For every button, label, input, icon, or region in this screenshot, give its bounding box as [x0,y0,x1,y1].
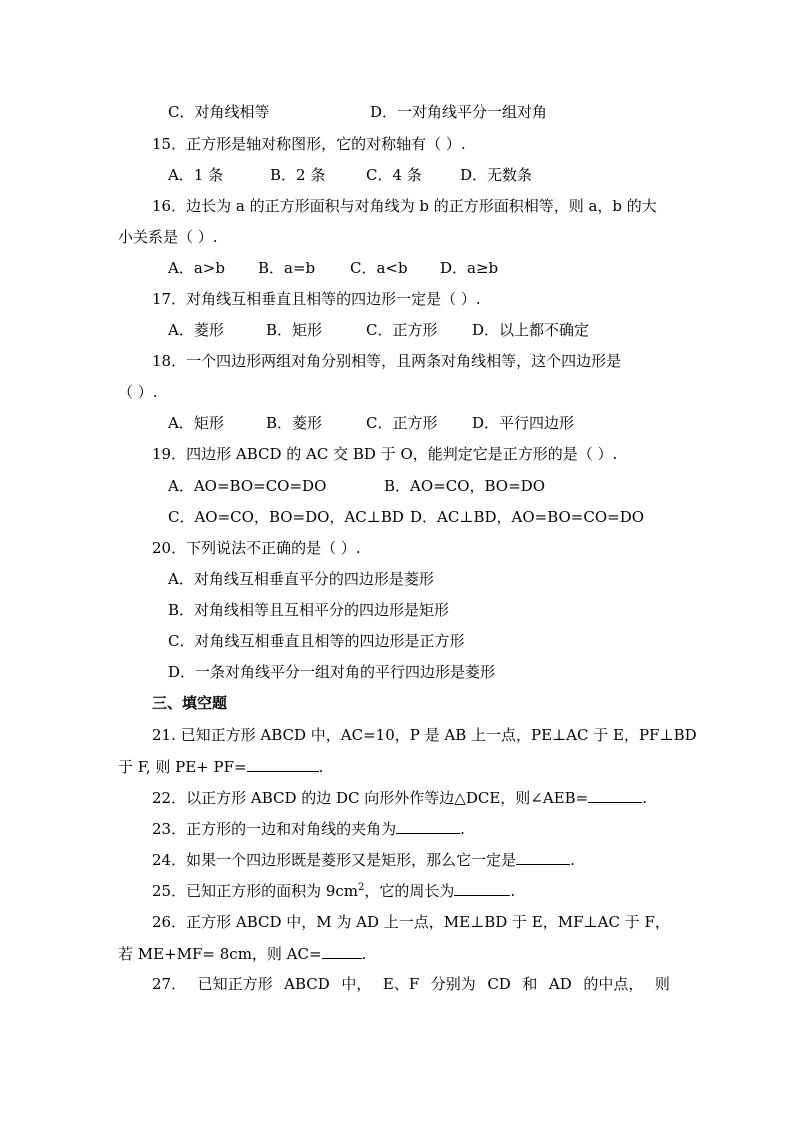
q19-stem: 19．四边形 ABCD 的 AC 交 BD 于 O，能判定它是正方形的是（ ）. [152,445,618,463]
q16-option-c: C．a<b [350,259,408,277]
q18-option-a: A．矩形 [168,414,224,432]
q21-line2 [118,756,323,777]
q18-option-d: D．平行四边形 [472,414,575,432]
q20-option-a: A．对角线互相垂直平分的四边形是菱形 [168,570,434,588]
q25-superscript: 2 [358,882,365,893]
q19-option-b: B．AO=CO，BO=DO [384,477,545,495]
q14-option-c: C．对角线相等 [168,103,270,121]
q18-stem-line2: （ ）. [118,383,158,401]
q22-end: . [642,789,648,807]
q27-word: 已知正方形 [197,975,273,993]
q16-option-a: A．a>b [168,259,225,277]
q27-word: 中， [341,975,372,993]
q27-word: 和 [522,975,538,993]
q27-word: ABCD [284,975,330,993]
q15-option-a: A．1 条 [168,166,224,184]
q17-option-b: B．矩形 [266,321,323,339]
q14-option-d: D．一对角线平分一组对角 [370,103,548,121]
q27-word: CD [487,975,511,993]
q18-stem-line1: 18．一个四边形两组对角分别相等，且两条对角线相等，这个四边形是 [152,352,622,370]
q26-line2-end: . [361,945,367,963]
q20-option-d: D．一条对角线平分一组对角的平行四边形是菱形 [168,663,496,681]
q27-word: AD [548,975,572,993]
q23-text: 23．正方形的一边和对角线的夹角为 [152,820,397,838]
q17-option-d: D．以上都不确定 [472,321,590,339]
q20-option-b: B．对角线相等且互相平分的四边形是矩形 [168,601,450,619]
q17-option-a: A．菱形 [168,321,224,339]
q22-answer-blank[interactable] [588,787,642,803]
q15-option-d: D．无数条 [460,166,533,184]
q15-option-c: C．4 条 [366,166,422,184]
section-heading-fill-in: 三、填空题 [152,694,228,712]
q18-option-c: C．正方形 [366,414,438,432]
q20-option-c: C．对角线互相垂直且相等的四边形是正方形 [168,632,465,650]
q16-option-d: D．a≥b [440,259,499,277]
q20-stem: 20．下列说法不正确的是（ ）. [152,539,361,557]
q21-line2-end: . [318,758,324,776]
q19-option-d: D．AC⊥BD，AO=BO=CO=DO [410,508,645,526]
q15-option-b: B．2 条 [270,166,326,184]
q19-option-c: C．AO=CO，BO=DO，AC⊥BD [168,508,404,526]
q16-stem-line2: 小关系是（ ）. [118,228,218,246]
q25-text: 25．已知正方形的面积为 9cm [152,882,359,900]
q17-stem: 17．对角线互相垂直且相等的四边形一定是（ ）. [152,290,481,308]
q21-line2-text: 于 F, 则 PE+ PF= [118,758,247,776]
q25 [152,880,515,901]
q25-text-mid: ，它的周长为 [364,882,455,900]
q22-text: 22．以正方形 ABCD 的边 DC 向形外作等边△DCE，则∠AEB= [152,789,589,807]
q16-stem-line1: 16．边长为 a 的正方形面积与对角线为 b 的正方形面积相等，则 a，b 的大 [152,197,657,215]
q27-word: 分别为 [430,975,476,993]
q19-option-a: A．AO=BO=CO=DO [168,477,327,495]
q25-answer-blank[interactable] [454,880,510,896]
q27-word: E、F [382,975,420,993]
q21-line1: 21. 已知正方形 ABCD 中，AC=10，P 是 AB 上一点，PE⊥AC 于 E，PF⊥BD [152,726,697,744]
q24-answer-blank[interactable] [516,849,570,865]
q27-word: 27． [152,975,187,993]
q25-end: . [510,882,516,900]
q22 [152,787,647,808]
q27-line1 [152,974,670,994]
q27-word: 则 [654,975,670,993]
q21-answer-blank[interactable] [247,756,319,772]
q23-answer-blank[interactable] [396,818,460,834]
q24-text: 24．如果一个四边形既是菱形又是矩形，那么它一定是 [152,851,517,869]
q27-word: 的中点， [583,975,644,993]
q18-option-b: B．菱形 [266,414,323,432]
q26-line2 [118,943,366,964]
q26-line2-text: 若 ME+MF= 8cm，则 AC= [118,945,322,963]
q23-end: . [460,820,465,838]
q26-answer-blank[interactable] [322,943,362,959]
q26-line1: 26．正方形 ABCD 中，M 为 AD 上一点，ME⊥BD 于 E，MF⊥AC 于 F， [152,913,670,931]
q17-option-c: C．正方形 [366,321,438,339]
q16-option-b: B．a=b [258,259,316,277]
q23 [152,818,465,839]
q24-end: . [570,851,575,869]
q24 [152,849,575,870]
q15-stem: 15．正方形是轴对称图形，它的对称轴有（ ）. [152,135,466,153]
